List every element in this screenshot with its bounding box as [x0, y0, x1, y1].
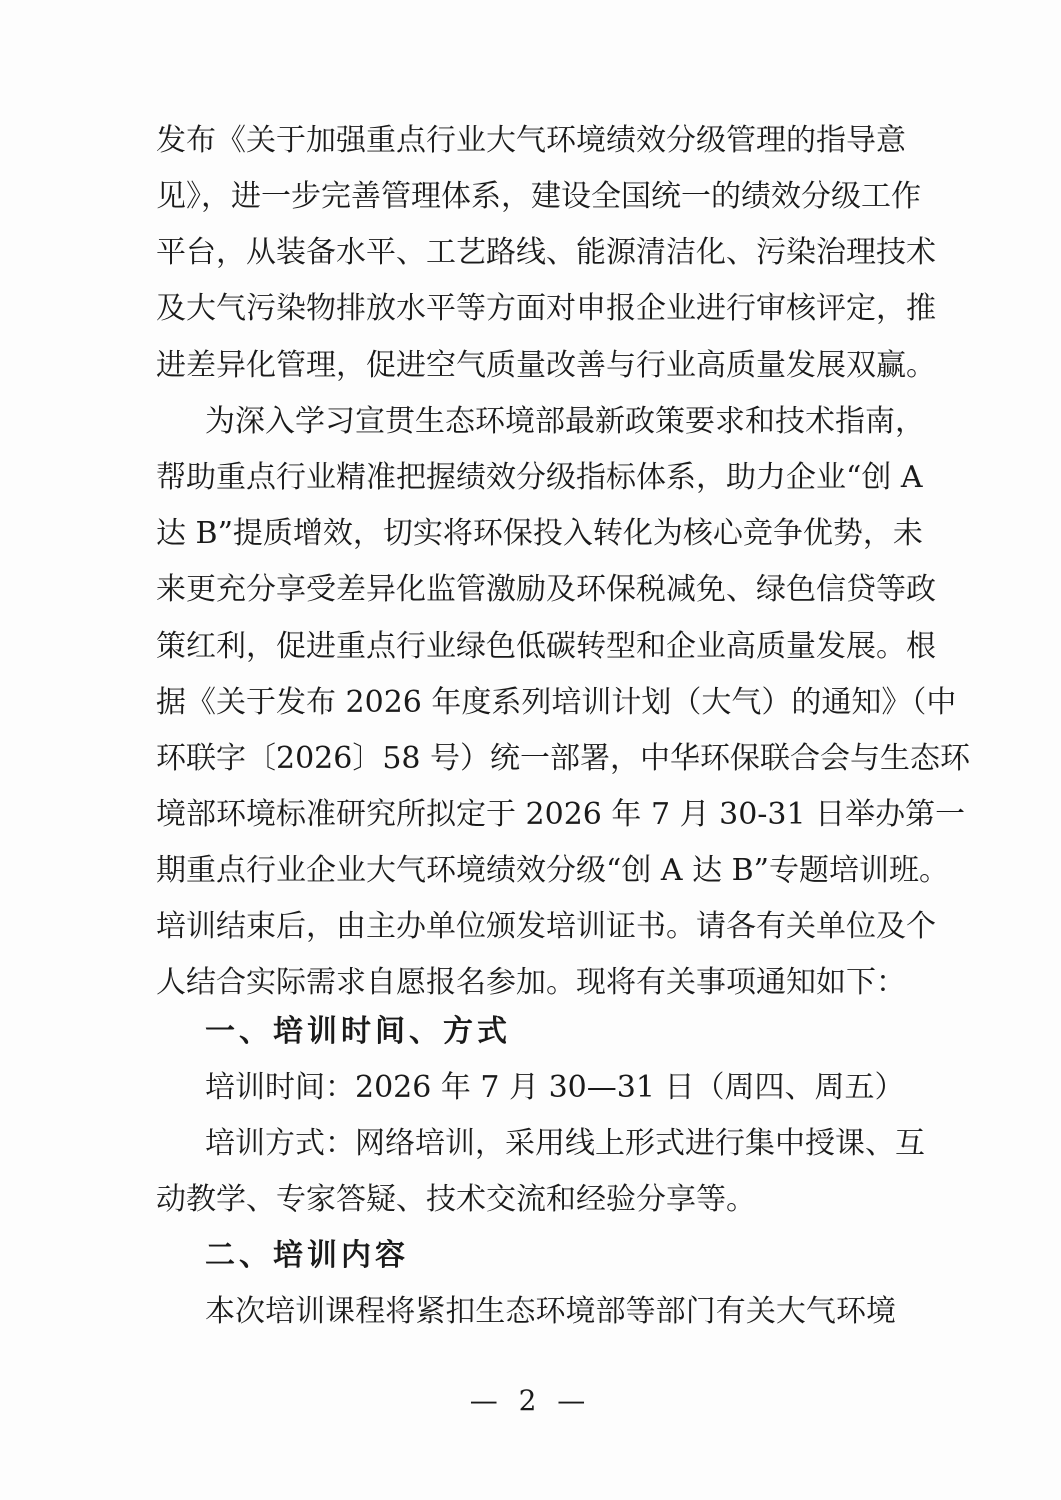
body-line: 及大气污染物排放水平等方面对申报企业进行审核评定，推: [156, 291, 936, 326]
training-method-line: 培训方式：网络培训，采用线上形式进行集中授课、互: [205, 1126, 925, 1161]
section-heading-1: 一、培训时间、方式: [205, 1014, 511, 1049]
training-time-line: 培训时间：2026 年 7 月 30—31 日（周四、周五）: [205, 1070, 905, 1105]
body-line: 动教学、专家答疑、技术交流和经验分享等。: [156, 1182, 756, 1217]
body-line: 策红利，促进重点行业绿色低碳转型和企业高质量发展。根: [156, 629, 936, 664]
paragraph-first-line: 本次培训课程将紧扣生态环境部等部门有关大气环境: [205, 1294, 896, 1329]
body-line: 达 B”提质增效，切实将环保投入转化为核心竞争优势，未: [156, 516, 923, 551]
page-number: — 2 —: [469, 1384, 592, 1417]
body-line: 培训结束后，由主办单位颁发培训证书。请各有关单位及个: [156, 909, 936, 944]
body-line: 见》，进一步完善管理体系，建设全国统一的绩效分级工作: [156, 179, 921, 214]
body-line: 据《关于发布 2026 年度系列培训计划（大气）的通知》（中: [156, 685, 957, 720]
body-line: 发布《关于加强重点行业大气环境绩效分级管理的指导意: [156, 123, 906, 158]
body-line: 帮助重点行业精准把握绩效分级指标体系，助力企业“创 A: [156, 460, 923, 495]
section-heading-2: 二、培训内容: [205, 1238, 409, 1273]
body-line: 进差异化管理，促进空气质量改善与行业高质量发展双赢。: [156, 348, 936, 383]
paragraph-first-line: 为深入学习宣贯生态环境部最新政策要求和技术指南，: [205, 404, 925, 439]
body-line: 期重点行业企业大气环境绩效分级“创 A 达 B”专题培训班。: [156, 853, 949, 888]
body-line: 境部环境标准研究所拟定于 2026 年 7 月 30-31 日举办第一: [156, 797, 966, 832]
body-line: 平台，从装备水平、工艺路线、能源清洁化、污染治理技术: [156, 235, 936, 270]
body-line: 环联字〔2026〕58 号）统一部署，中华环保联合会与生态环: [156, 741, 971, 776]
body-line: 来更充分享受差异化监管激励及环保税减免、绿色信贷等政: [156, 572, 936, 607]
body-line: 人结合实际需求自愿报名参加。现将有关事项通知如下：: [156, 965, 906, 1000]
